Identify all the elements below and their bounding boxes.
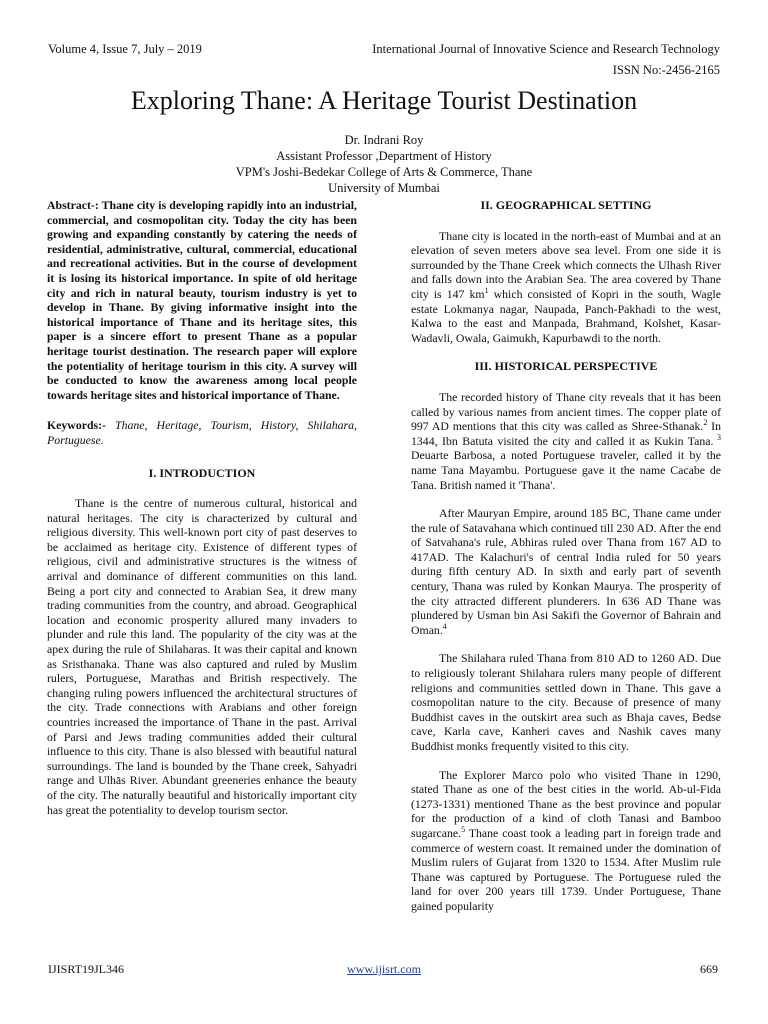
issn: ISSN No:-2456-2165 bbox=[612, 63, 720, 77]
hist-text-1a: The recorded history of Thane city reveals that it has been called by various names from ancient times. The copper plate of 997 AD mentions that this city was called as Shree-Sthanak. bbox=[411, 389, 721, 434]
hist-text-4a: The Explorer Marco polo who visited Thane in 1290, stated Thane as one of the best cities in the world. Ab-ul-Fida (1273-1331) mentioned Thane as the best province and popular for the production of a kind of cloth Tanasi and Bamboo sugarcane. bbox=[411, 767, 721, 840]
author-college: VPM's Joshi-Bedekar College of Arts & Commerce, Thane bbox=[235, 165, 533, 179]
keywords-label: Keywords:- bbox=[47, 418, 106, 433]
author-name: Dr. Indrani Roy bbox=[344, 133, 424, 147]
keywords bbox=[47, 418, 357, 447]
footnote-ref-3: 3 bbox=[713, 432, 721, 442]
author-position: Assistant Professor ,Department of History bbox=[276, 149, 492, 163]
page-number: 669 bbox=[700, 962, 718, 976]
geographical-paragraph bbox=[411, 229, 721, 346]
paper-title: Exploring Thane: A Heritage Tourist Destination bbox=[130, 86, 638, 115]
hist-text-1b: In 1344, Ibn Batuta visited the city and called it as Kukin Tana. bbox=[411, 419, 721, 448]
abstract: Abstract-: Thane city is developing rapidly into an industrial, commercial, and cosmopolitan city. Today the city has been growing and expanding constantly by catering the needs of residential, administrative, cultural, commercial, educational and recreational activities. But in the course of development it is losing its historical importance. In spite of old heritage city and rich in natural beauty, tourism industry is yet to develop in Thane. By giving informative insight into the historical importance of Thane and its heritage sites, this paper is a sincere effort to present Thane as a popular heritage tourist destination. The research paper will explore the potentiality of heritage tourism in this city. A survey will be conducted to know the awareness among local people towards heritage sites and historical importance of Thane. bbox=[47, 198, 357, 402]
section-heading-historical: III. HISTORICAL PERSPECTIVE bbox=[474, 359, 658, 374]
historical-paragraph-3: The Shilahara ruled Thana from 810 AD to 1260 AD. Due to religiously tolerant Shilahara rulers many people of different religions and communities settled down in Thane. This gave a cosmopolitan nature to the city. Because of presence of many Buddhist caves in the outskirt area such as Bhaja caves, Bedse cave, Karla cave, Kanheri caves and Nashik caves many Buddhist monks frequently visited to this city. bbox=[411, 651, 721, 753]
author-block bbox=[0, 132, 768, 196]
historical-paragraph-2 bbox=[411, 506, 721, 637]
footer-code: IJISRT19JL346 bbox=[48, 962, 124, 976]
historical-paragraph-4 bbox=[411, 768, 721, 914]
historical-paragraph-1 bbox=[411, 390, 721, 492]
geo-text-1: Thane city is located in the north-east of Mumbai and at an elevation of seven meters above sea level. From one side it is surrounded by the Thane Creek which connects the Ulhash River and falls down into the Arabian Sea. The area covered by Thane city is 147 km bbox=[411, 228, 721, 301]
hist-text-2a: After Mauryan Empire, around 185 BC, Thane came under the rule of Satavahana which continued till 230 AD. After the end of Satvahana's rule, Abhiras ruled over Thana from 167 AD to 417AD. The Kalachuri's of central India ruled for 50 years during fifth century AD. In sixth and early part of seventh century, Thana was ruled by Konkan Maurya. The prosperity of the city attracted different plunderers. In 636 AD Thane was plundered by Usman bin Asi Sakifi the Governor of Bahrain and Oman. bbox=[411, 506, 721, 637]
right-column bbox=[411, 198, 721, 928]
keywords-text: Thane, Heritage, Tourism, History, Shilahara, Portuguese. bbox=[47, 418, 357, 447]
volume-info: Volume 4, Issue 7, July – 2019 bbox=[48, 42, 202, 56]
geo-text-2: which consisted of Kopri in the south, Wagle estate Lokmanya nagar, Naupada, Panch-Pakhadi to the west, Kalwa to the east and Manpada, Brahmand, Kolshet, Kasar-Wadavli, Owala, Gaimukh, Kapurbawdi to the north. bbox=[411, 286, 721, 345]
footnote-ref-1: 1 bbox=[484, 286, 489, 296]
journal-name: International Journal of Innovative Science and Research Technology bbox=[372, 42, 720, 56]
footnote-ref-5: 5 bbox=[461, 825, 466, 835]
footnote-ref-4: 4 bbox=[442, 621, 447, 631]
footer-url-link[interactable]: www.ijisrt.com bbox=[347, 962, 421, 976]
hist-text-4b: Thane coast took a leading part in foreign trade and commerce of western coast. It remained under the domination of Muslim rulers of Gujarat from 1320 to 1534. After Muslim rule Thane was captured by Portuguese. The Portuguese ruled the land for over 200 years till 1739. Under Portuguese, Thane gained popularity bbox=[411, 825, 721, 913]
footnote-ref-2: 2 bbox=[703, 418, 708, 428]
left-column bbox=[47, 198, 357, 831]
section-heading-geographical: II. GEOGRAPHICAL SETTING bbox=[480, 198, 652, 212]
introduction-paragraph: Thane is the centre of numerous cultural, historical and natural heritages. The city is characterized by cultural and religious diversity. This well-known port city of past deserves to be acclaimed as heritage city. Existence of different types of religious, civil and administrative structures is the witness of arrival and dominance of different communities on this land. Being a port city and connected to Arabian Sea, it drew many trading communities from the country, and abroad. Geographical location and economic prosperity allured many invaders to plunder and rule this land. The popularity of the city was at the apex during the rule of Shilaharas. It was their capital and known as Sristhanaka. Thane was also captured and ruled by Muslim rulers, Portuguese, Marathas and British respectively. The changing ruling powers influenced the architectural structures of the city. Trade connections with Arabians and other foreign countries increased the importance of Thane in the past. Arrival of Parsi and Jews trading communities added their cultural influence to this city. Thane is also blessed with beautiful natural surroundings. The land is bounded by the Thane creek, Sahyadri range and Ulhās River. Abundant greeneries enhance the beauty of the city. The naturally beautiful and historically important city has great the potentiality to develop tourism sector. bbox=[47, 496, 357, 817]
author-university: University of Mumbai bbox=[328, 181, 440, 195]
section-heading-introduction: I. INTRODUCTION bbox=[148, 465, 256, 480]
hist-text-1c: Deuarte Barbosa, a noted Portuguese traveler, called it by the name Tana Mayambu. Portuguese gave it the name Cacabe de Tana. British named it 'Thana'. bbox=[411, 448, 721, 492]
